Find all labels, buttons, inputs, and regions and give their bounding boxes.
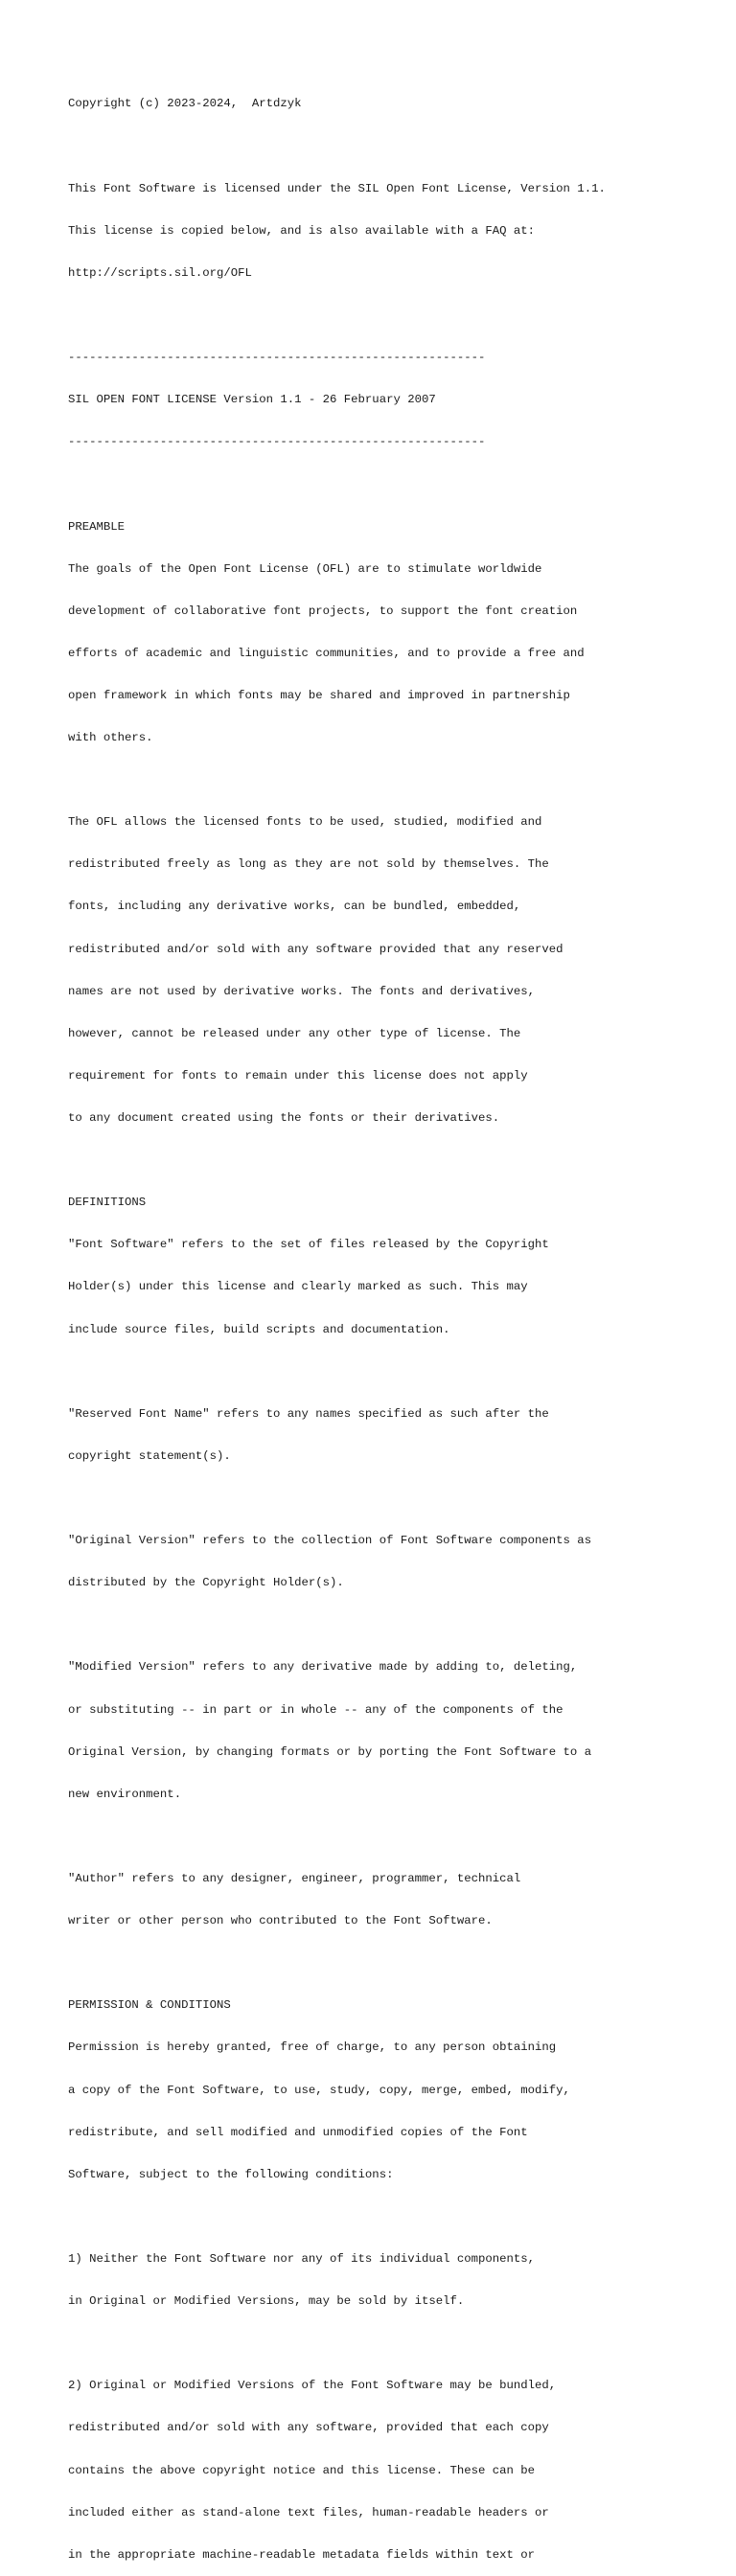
line-blank <box>68 2337 720 2351</box>
line-ofl: redistributed and/or sold with any software provided that any reserved <box>68 942 564 956</box>
line-definition: Holder(s) under this license and clearly marked as such. This may <box>68 1280 528 1294</box>
line-divider: ----------------------------------------------------------- <box>68 435 486 449</box>
line-ofl: however, cannot be released under any other type of license. The <box>68 1026 521 1040</box>
line-definition: copyright statement(s). <box>68 1448 231 1463</box>
line-condition: included either as stand-alone text files, human-readable headers or <box>68 2505 549 2519</box>
line-ofl: names are not used by derivative works. The fonts and derivatives, <box>68 984 536 998</box>
line-blank <box>68 1830 720 1844</box>
line-blank <box>68 308 720 323</box>
line-definition: "Original Version" refers to the collection of Font Software components as <box>68 1534 592 1548</box>
line-preamble: The goals of the Open Font License (OFL) are to stimulate worldwide <box>68 561 542 576</box>
heading-permission: PERMISSION & CONDITIONS <box>68 1998 231 2013</box>
line-condition: contains the above copyright notice and this license. These can be <box>68 2463 536 2477</box>
line-definition: or substituting -- in part or in whole -- any of the components of the <box>68 1702 564 1717</box>
line-ofl: The OFL allows the licensed fonts to be used, studied, modified and <box>68 815 542 830</box>
line-condition: redistributed and/or sold with any software, provided that each copy <box>68 2421 549 2435</box>
line-permission: Permission is hereby granted, free of charge, to any person obtaining <box>68 2040 557 2055</box>
line-definition: Original Version, by changing formats or by porting the Font Software to a <box>68 1744 592 1759</box>
heading-definitions: DEFINITIONS <box>68 1196 147 1210</box>
line-preamble: open framework in which fonts may be shared and improved in partnership <box>68 688 570 702</box>
line-preamble: efforts of academic and linguistic communities, and to provide a free and <box>68 646 585 660</box>
line-condition: 1) Neither the Font Software nor any of its individual components, <box>68 2251 536 2266</box>
line-definition: "Font Software" refers to the set of files released by the Copyright <box>68 1238 549 1252</box>
line-condition: in the appropriate machine-readable metadata fields within text or <box>68 2547 536 2562</box>
line-ofl: to any document created using the fonts or their derivatives. <box>68 1111 500 1126</box>
line-permission: redistribute, and sell modified and unmodified copies of the Font <box>68 2125 528 2139</box>
line-condition: in Original or Modified Versions, may be sold by itself. <box>68 2294 465 2309</box>
line-intro-2: This license is copied below, and is also available with a FAQ at: <box>68 223 536 238</box>
line-blank <box>68 1492 720 1506</box>
line-condition: 2) Original or Modified Versions of the Font Software may be bundled, <box>68 2379 557 2393</box>
line-definition: "Modified Version" refers to any derivative made by adding to, deleting, <box>68 1660 578 1675</box>
line-url: http://scripts.sil.org/OFL <box>68 265 252 280</box>
line-permission: a copy of the Font Software, to use, study, copy, merge, embed, modify, <box>68 2083 570 2097</box>
line-permission: Software, subject to the following conditions: <box>68 2167 394 2181</box>
line-blank <box>68 1956 720 1971</box>
line-definition: distributed by the Copyright Holder(s). <box>68 1576 344 1590</box>
heading-preamble: PREAMBLE <box>68 519 126 534</box>
line-blank <box>68 773 720 787</box>
license-document <box>68 69 720 2576</box>
line-blank <box>68 477 720 491</box>
line-blank <box>68 1618 720 1632</box>
line-definition: new environment. <box>68 1787 182 1801</box>
line-preamble: with others. <box>68 731 153 745</box>
line-blank <box>68 1153 720 1168</box>
line-blank <box>68 2210 720 2224</box>
line-preamble: development of collaborative font projects, to support the font creation <box>68 604 578 618</box>
line-definition: "Reserved Font Name" refers to any names specified as such after the <box>68 1406 549 1421</box>
line-definition: include source files, build scripts and documentation. <box>68 1322 450 1336</box>
line-intro-1: This Font Software is licensed under the SIL Open Font License, Version 1.1. <box>68 181 606 195</box>
line-blank <box>68 1365 720 1379</box>
line-license-title: SIL OPEN FONT LICENSE Version 1.1 - 26 February 2007 <box>68 393 436 407</box>
line-definition: writer or other person who contributed to the Font Software. <box>68 1914 493 1928</box>
line-definition: "Author" refers to any designer, engineer, programmer, technical <box>68 1872 521 1885</box>
line-copyright: Copyright (c) 2023-2024, Artdzyk <box>68 97 302 111</box>
line-ofl: requirement for fonts to remain under this license does not apply <box>68 1068 528 1083</box>
line-divider: ----------------------------------------------------------- <box>68 351 486 365</box>
line-ofl: redistributed freely as long as they are not sold by themselves. The <box>68 857 549 872</box>
line-blank <box>68 140 720 154</box>
line-ofl: fonts, including any derivative works, can be bundled, embedded, <box>68 900 521 914</box>
